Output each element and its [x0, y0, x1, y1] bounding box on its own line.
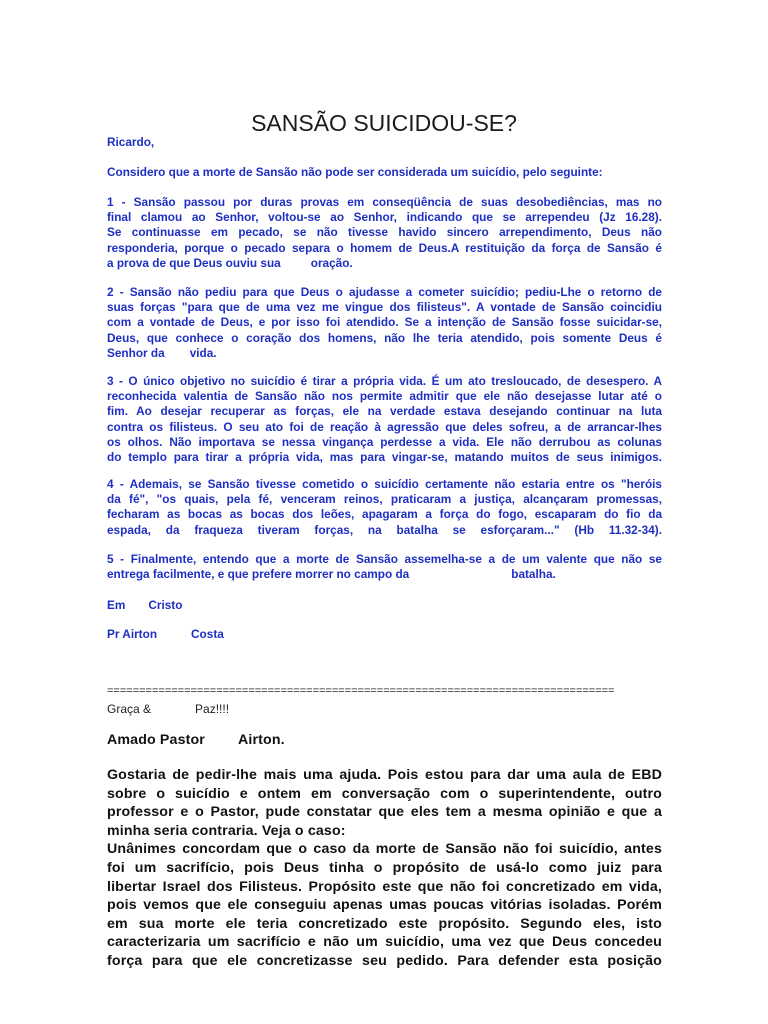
- body-line: Unânimes concordam que o caso da morte de Sansão não foi suicídio, antes: [107, 841, 662, 858]
- point-line: 4 - Ademais, se Sansão tivesse cometido o suicídio certamente não estaria entre os "heróis: [107, 477, 662, 491]
- point-line: com a vontade de Deus, e por isso foi atendido. Se a intenção de Sansão fosse suicidar-se,: [107, 315, 662, 330]
- point-line: Senhor da vida.: [107, 345, 217, 360]
- point-line: os olhos. Não importava se nessa vingança perdesse a vida. Ele não derrubou as colunas: [107, 434, 662, 449]
- point-line: do templo para tirar a própria vida, mas para vingar-se, matando muitos de seus inimigos.: [107, 450, 662, 465]
- point-line: reconhecida valentia de Sansão não nos permite admitir que ele não desejasse lutar até o: [107, 389, 662, 404]
- point-1: [107, 195, 662, 271]
- letter1-intro: Considero que a morte de Sansão não pode ser considerada um suicídio, pelo seguinte:: [107, 165, 603, 179]
- point-line: 2 - Sansão não pediu para que Deus o ajudasse a cometer suicídio; pediu-Lhe o retorno de: [107, 285, 662, 299]
- point-line: a prova de que Deus ouviu sua oração.: [107, 255, 353, 270]
- separator-line: ===============================================================================: [107, 685, 615, 697]
- point-line: Se continuasse em pecado, se não tivesse havido sincero arrependimento, Deus não: [107, 225, 662, 240]
- body-line: pois vemos que ele conseguiu apenas umas poucas vitórias isoladas. Porém: [107, 897, 662, 914]
- salutation: Amado Pastor Airton.: [107, 732, 285, 748]
- page-title: SANSÃO SUICIDOU-SE?: [251, 110, 517, 136]
- point-line: da fé", "os quais, pela fé, venceram reinos, praticaram a justiça, alcançaram promessas,: [107, 492, 662, 507]
- body-line: minha seria contraria. Veja o caso:: [107, 822, 346, 839]
- point-line: responderia, porque o pecado separa o homem de Deus.A restituição da força de Sansão é: [107, 240, 662, 255]
- body-line: libertar Israel dos Filisteus. Propósito este que não foi concretizado em vida,: [107, 878, 662, 895]
- body-line: força para que ele concretizasse seu pedido. Para defender esta posição: [107, 952, 662, 969]
- grace-line: Graça & Paz!!!!: [107, 702, 230, 716]
- point-line: final clamou ao Senhor, voltou-se ao Senhor, indicando que se arrependeu (Jz 16.28).: [107, 210, 662, 225]
- body-line: Gostaria de pedir-lhe mais uma ajuda. Pois estou para dar uma aula de EBD: [107, 767, 662, 783]
- point-5: [107, 552, 662, 582]
- point-line: 1 - Sansão passou por duras provas em conseqüência de suas desobediências, mas no: [107, 195, 662, 209]
- point-4: [107, 477, 662, 538]
- body-line: caracterizaria um sacrifício e não um suicídio, uma vez que Deus concedeu: [107, 934, 662, 951]
- point-line: 3 - O único objetivo no suicídio é tirar a própria vida. É um ato tresloucado, de desespero. A: [107, 374, 662, 388]
- body-line: sobre o suicídio e ontem em conversação com o superintendente, outro: [107, 785, 662, 802]
- letter2-body: [107, 766, 662, 971]
- closing: Em Cristo: [107, 598, 183, 612]
- point-line: Deus, que conhece o coração dos homens, não lhe teria atendido, pois somente Deus é: [107, 330, 662, 345]
- point-line: contra os filisteus. O seu ato foi de reação à agressão que deles sofreu, a de arrancar-lhes: [107, 419, 662, 434]
- point-2: [107, 285, 662, 361]
- body-line: professor e o Pastor, pude constatar que eles tem a mesma opinião e que a: [107, 804, 662, 821]
- point-3: [107, 374, 662, 465]
- point-line: espada, da fraqueza tiveram forças, na batalha se esforçaram..." (Hb 11.32-34).: [107, 522, 662, 537]
- body-line: em sua morte ele teria concretizado este propósito. Segundo eles, isto: [107, 915, 662, 932]
- point-line: entrega facilmente, e que prefere morrer no campo da batalha.: [107, 567, 556, 582]
- point-line: fim. Ao desejar recuperar as forças, ele na verdade estava desejando continuar na luta: [107, 404, 662, 419]
- point-line: 5 - Finalmente, entendo que a morte de Sansão assemelha-se a de um valente que não se: [107, 552, 662, 566]
- point-line: fecharam as bocas as bocas dos leões, apagaram a força do fogo, escaparam do fio da: [107, 507, 662, 522]
- signature: Pr Airton Costa: [107, 627, 224, 641]
- body-line: foi um sacrifício, pois Deus tinha o propósito de usá-lo como juiz para: [107, 859, 662, 876]
- point-line: suas forças "para que de uma vez me vingue dos filisteus". A vontade de Sansão coincidiu: [107, 300, 662, 315]
- letter1-greeting: Ricardo,: [107, 135, 155, 149]
